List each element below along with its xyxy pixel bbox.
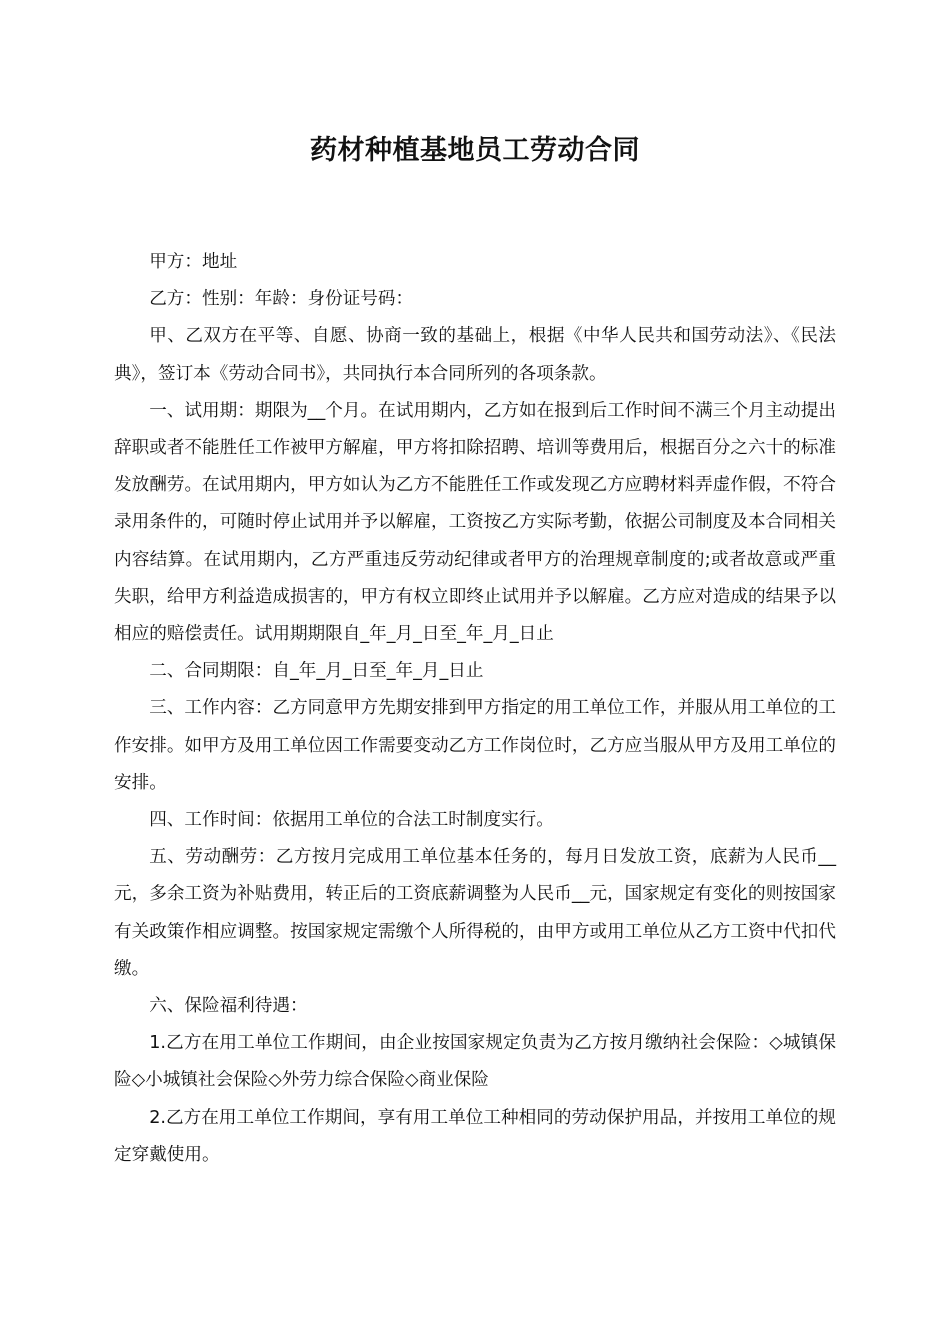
preamble-paragraph: 甲、乙双方在平等、自愿、协商一致的基础上，根据《中华人民共和国劳动法》、《民法典》，签订本《劳动合同书》，共同执行本合同所列的各项条款。: [114, 326, 836, 384]
clause-working-hours: 四、工作时间：依据用工单位的合法工时制度实行。: [149, 810, 554, 831]
clause-probation: 一、试用期：期限为__个月。在试用期内，乙方如在报到后工作时间不满三个月主动提出辞职或者不能胜任工作被甲方解雇，甲方将扣除招聘、培训等费用后，根据百分之六十的标准发放酬劳。在试用期内，甲方如认为乙方不能胜任工作或发现乙方应聘材料弄虚作假，不符合录用条件的，可随时停止试用并予以解雇，工资按乙方实际考勤，依据公司制度及本合同相关内容结算。在试用期内，乙方严重违反劳动纪律或者甲方的治理规章制度的;或者故意或严重失职，给甲方利益造成损害的，甲方有权立即终止试用并予以解雇。乙方应对造成的结果予以相应的赔偿责任。试用期期限自_年_月_日至_年_月_日止: [114, 400, 836, 645]
document-title: 药材种植基地员工劳动合同: [310, 135, 640, 166]
clause-insurance-heading: 六、保险福利待遇：: [149, 996, 308, 1017]
clause-insurance-item-2: 2.乙方在用工单位工作期间，享有用工单位工种相同的劳动保护用品，并按用工单位的规定穿戴使用。: [114, 1107, 836, 1165]
party-b-line: 乙方：性别：年龄：身份证号码：: [149, 289, 414, 310]
clause-work-content: 三、工作内容：乙方同意甲方先期安排到甲方指定的用工单位工作，并服从用工单位的工作安排。如甲方及用工单位因工作需要变动乙方工作岗位时，乙方应当服从甲方及用工单位的安排。: [114, 698, 836, 793]
clause-remuneration: 五、劳动酬劳：乙方按月完成用工单位基本任务的，每月日发放工资，底薪为人民币__元，多余工资为补贴费用，转正后的工资底薪调整为人民币__元，国家规定有变化的则按国家有关政策作相应调整。按国家规定需缴个人所得税的，由甲方或用工单位从乙方工资中代扣代缴。: [114, 847, 836, 979]
clause-contract-term: 二、合同期限：自_年_月_日至_年_月_日止: [149, 661, 484, 682]
document-body: [114, 244, 836, 1174]
party-a-line: 甲方：地址: [149, 252, 238, 272]
clause-insurance-item-1: 1.乙方在用工单位工作期间，由企业按国家规定负责为乙方按月缴纳社会保险：◇城镇保险◇小城镇社会保险◇外劳力综合保险◇商业保险: [114, 1033, 836, 1091]
